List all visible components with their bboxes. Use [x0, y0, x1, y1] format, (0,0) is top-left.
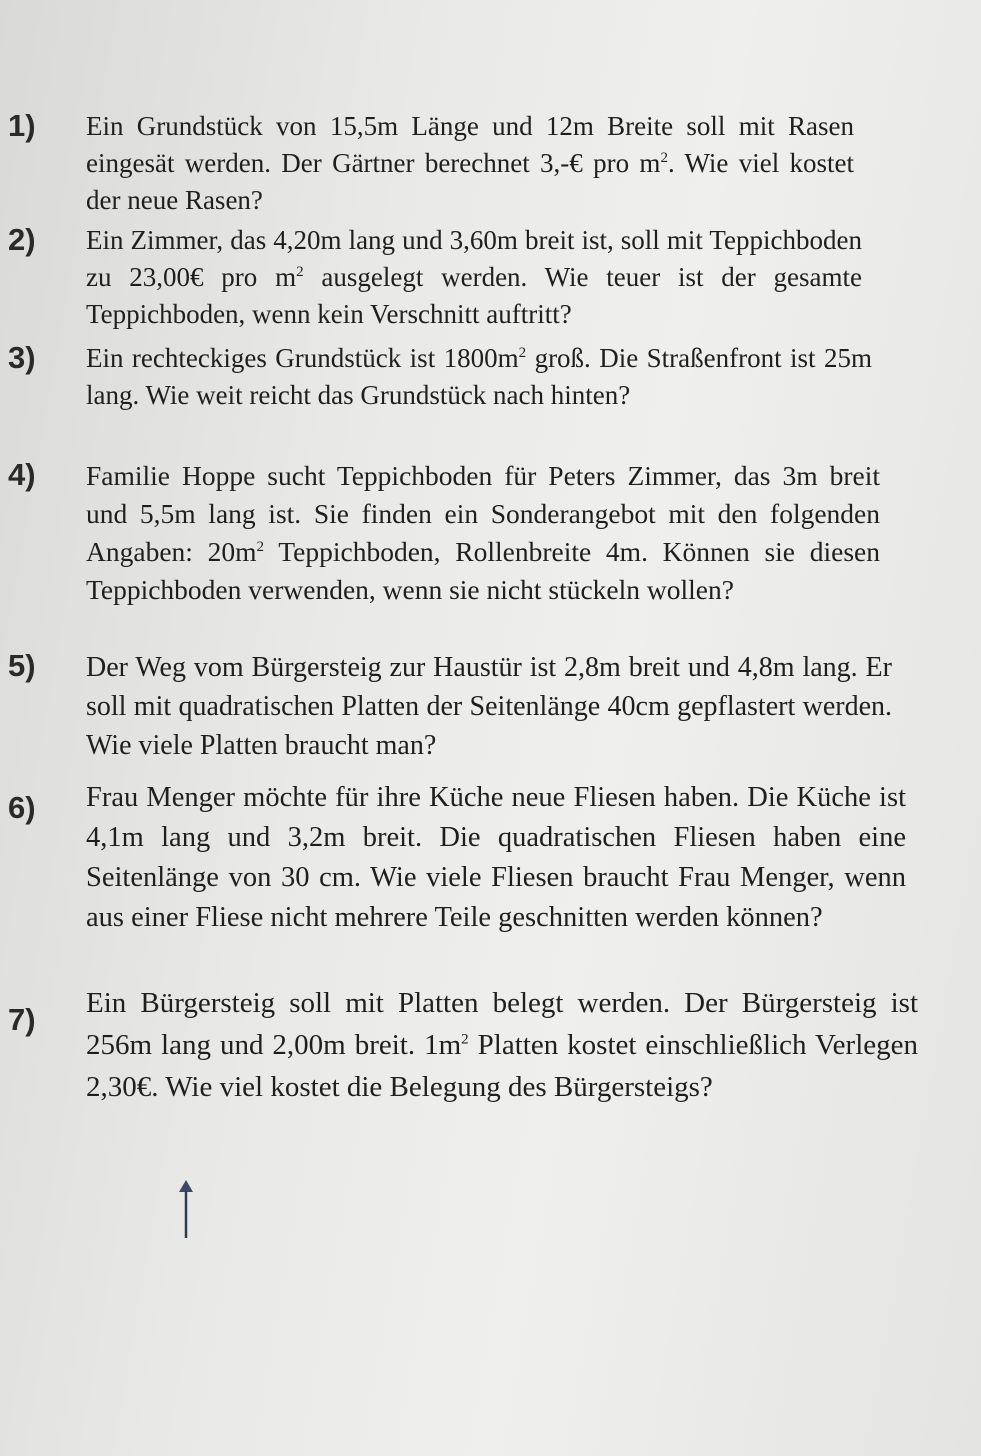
problem-number: 7) — [8, 1002, 36, 1037]
problem-text: Frau Menger möchte für ihre Küche neue Fliesen haben. Die Küche ist 4,1m lang und 3,2m breit. Die quadratischen Fliesen haben eine Seitenlänge von 30 cm. Wie viele Fliesen braucht Frau Menger, wenn aus einer Fliese nicht mehrere Teile geschnitten werden können? — [86, 782, 906, 933]
problem-text: Ein rechteckiges Grundstück ist $1800m^2$ groß. Die Straßenfront ist 25m lang. Wie weit reicht das Grundstück nach hinten? — [86, 343, 872, 410]
problem-text: Der Weg vom Bürgersteig zur Haustür ist 2,8m breit und 4,8m lang. Er soll mit quadratischen Platten der Seitenlänge 40cm gepflastert werden. Wie viele Platten braucht man? — [86, 652, 892, 761]
problem-number: 3) — [8, 340, 36, 375]
problem-number: 5) — [8, 648, 36, 683]
problem-text: Ein Bürgersteig soll mit Platten belegt werden. Der Bürgersteig ist 256m lang und 2,00m breit. $1m^2$ Platten kostet einschließlich Verlegen 2,30€. Wie viel kostet die Belegung des Bürgersteigs? — [86, 987, 919, 1103]
mouse-pointer-arrow-icon — [176, 1180, 196, 1240]
problem-number: 2) — [8, 222, 36, 257]
problem-text: Familie Hoppe sucht Teppichboden für Peters Zimmer, das 3m breit und 5,5m lang ist. Sie finden ein Sonderangebot mit den folgenden Angaben: $20m^2$ Teppichboden, Rollenbreite 4m. Können sie diesen Teppichboden verwenden, wenn sie nicht stückeln wollen? — [86, 460, 881, 605]
problem-number: 4) — [8, 457, 36, 492]
problem-number: 1) — [8, 108, 36, 143]
problem-number: 6) — [8, 790, 36, 825]
problem-text: Ein Grundstück von 15,5m Länge und 12m Breite soll mit Rasen eingesät werden. Der Gärtner berechnet 3,-€ pro $m^2$. Wie viel kostet der neue Rasen? — [86, 111, 854, 215]
problem-text: Ein Zimmer, das 4,20m lang und 3,60m breit ist, soll mit Teppichboden zu 23,00€ pro $m^2$ ausgelegt werden. Wie teuer ist der gesamte Teppichboden, wenn kein Verschnitt auftritt? — [86, 225, 862, 329]
